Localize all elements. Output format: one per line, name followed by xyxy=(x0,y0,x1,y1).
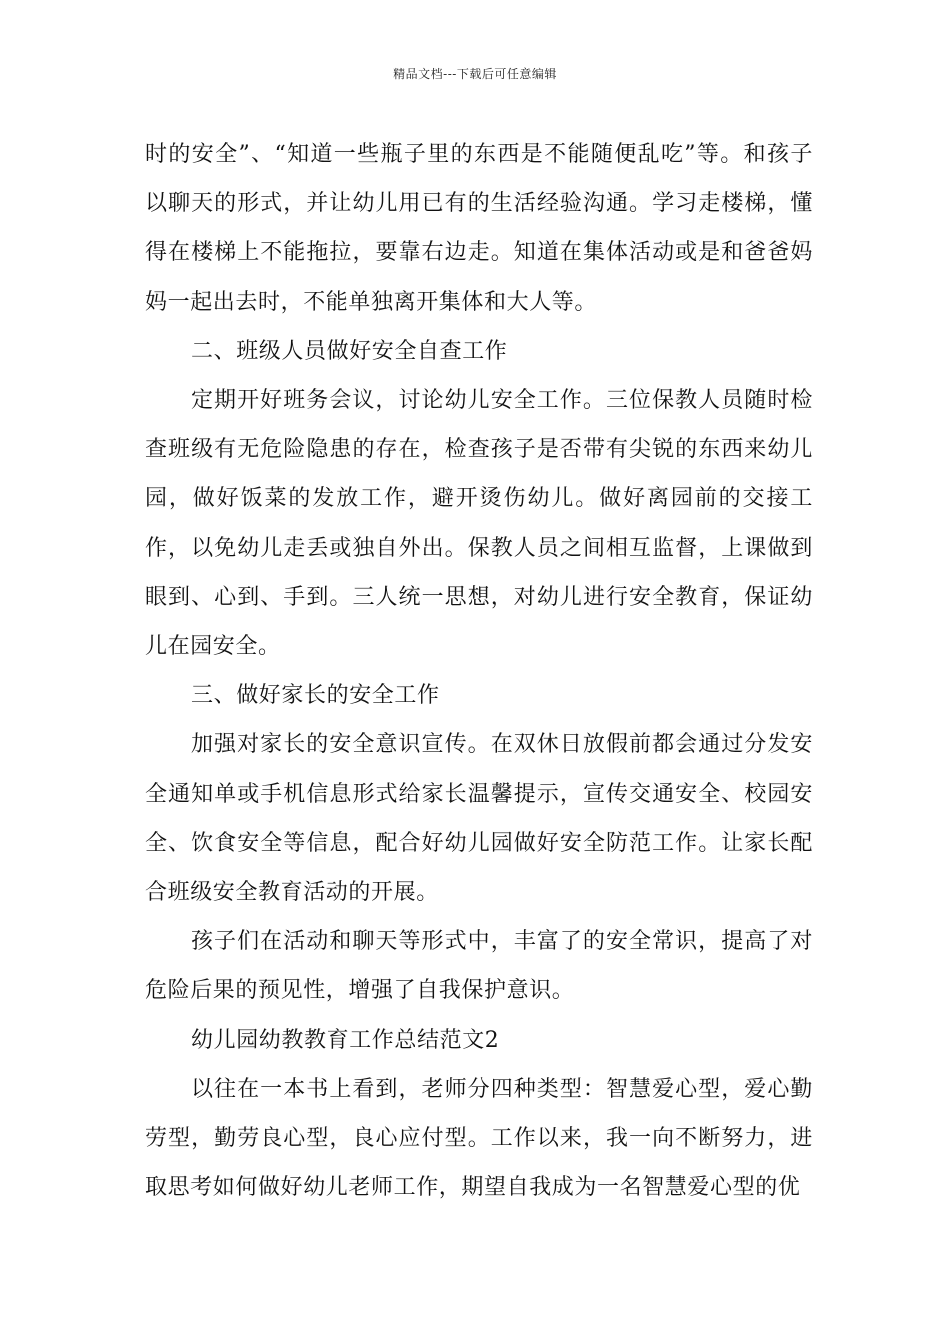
document-body xyxy=(145,130,813,1212)
article-title-2: 幼儿园幼教教育工作总结范文2 xyxy=(191,1027,500,1053)
paragraph-parents: 加强对家长的安全意识宣传。在双休日放假前都会通过分发安全通知单或手机信息形式给家长温馨提示，宣传交通安全、校园安全、饮食安全等信息，配合好幼儿园做好安全防范工作。让家长配合班级安全教育活动的开展。 xyxy=(145,732,813,906)
page-header: 精品文档---下载后可任意编辑 xyxy=(393,67,557,81)
section-heading-class-staff: 二、班级人员做好安全自查工作 xyxy=(191,338,508,364)
paragraph-class-staff: 定期开好班务会议，讨论幼儿安全工作。三位保教人员随时检查班级有无危险隐患的存在，检查孩子是否带有尖锐的东西来幼儿园，做好饭菜的发放工作，避开烫伤幼儿。做好离园前的交接工作，以免幼儿走丢或独自外出。保教人员之间相互监督，上课做到眼到、心到、手到。三人统一思想，对幼儿进行安全教育，保证幼儿在园安全。 xyxy=(145,388,813,660)
paragraph-outcome: 孩子们在活动和聊天等形式中，丰富了的安全常识，提高了对危险后果的预见性，增强了自我保护意识。 xyxy=(145,929,813,1004)
section-heading-parents: 三、做好家长的安全工作 xyxy=(191,683,440,709)
paragraph-teacher-types: 以往在一本书上看到，老师分四种类型：智慧爱心型，爱心勤劳型，勤劳良心型，良心应付型。工作以来，我一向不断努力，进取思考如何做好幼儿老师工作，期望自我成为一名智慧爱心型的优 xyxy=(145,1076,813,1201)
paragraph-safety-knowledge: 时的安全”、“知道一些瓶子里的东西是不能随便乱吃”等。和孩子以聊天的形式，并让幼儿用已有的生活经验沟通。学习走楼梯，懂得在楼梯上不能拖拉，要靠右边走。知道在集体活动或是和爸爸妈妈一起出去时，不能单独离开集体和大人等。 xyxy=(145,142,813,315)
